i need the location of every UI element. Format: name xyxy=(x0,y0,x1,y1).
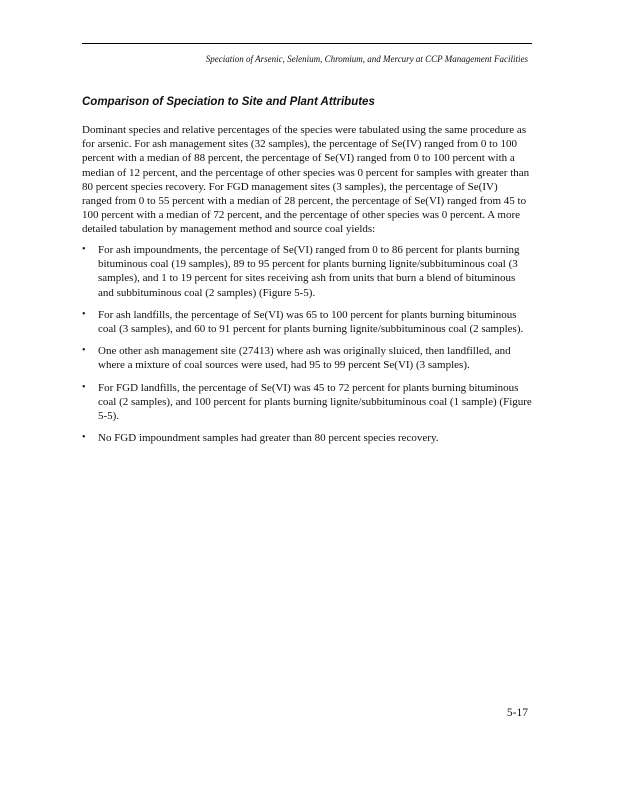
bullet-item-other-ash-site xyxy=(82,344,532,372)
intro-paragraph: Dominant species and relative percentages of the species were tabulated using the same procedure as for arsenic. For ash management sites (32 samples), the percentage of Se(IV) ranged from 0 to 100 percent with a median of 88 percent, the percentage of Se(VI) ranged from 0 to 100 percent with a median of 12 percent, and the percentage of other species was 0 percent for samples with greater than 80 percent species recovery. For FGD management sites (3 samples), the percentage of Se(IV) ranged from 0 to 55 percent with a median of 28 percent, the percentage of Se(VI) ranged from 45 to 100 percent with a median of 72 percent, and the percentage of other species was 0 percent. A more detailed tabulation by management method and source coal yields: xyxy=(82,124,530,236)
bullet-icon: • xyxy=(82,308,86,320)
bullet-text: For ash landfills, the percentage of Se(VI) was 65 to 100 percent for plants burning bituminous coal (3 samples), and 60 to 91 percent for plants burning lignite/subbituminous coal (2 samples). xyxy=(98,308,524,336)
page-number: 5-17 xyxy=(506,707,528,719)
bullet-icon: • xyxy=(82,345,86,357)
bullet-item-fgd-impoundments xyxy=(82,431,532,445)
section-title: Comparison of Speciation to Site and Plant Attributes xyxy=(82,96,375,108)
bullet-icon: • xyxy=(82,381,86,393)
bullet-text: One other ash management site (27413) where ash was originally sluiced, then landfilled, and where a mixture of coal sources were used, had 95 to 99 percent Se(VI) (3 samples). xyxy=(98,345,511,372)
bullet-icon: • xyxy=(82,244,86,255)
bullet-text: For ash impoundments, the percentage of Se(VI) ranged from 0 to 86 percent for plants burning bituminous coal (19 samples), 89 to 95 percent for plants burning lignite/subbituminous coal (3 samples), and 1 to 19 percent for sites receiving ash from units that burn a blend of bituminous and subbituminous coal (2 samples) (Figure 5-5). xyxy=(98,244,520,299)
bullet-text: No FGD impoundment samples had greater than 80 percent species recovery. xyxy=(98,432,439,445)
bullet-item-ash-landfills xyxy=(82,308,532,336)
running-header: Speciation of Arsenic, Selenium, Chromium, and Mercury at CCP Management Facilities xyxy=(205,54,528,64)
bullet-item-fgd-landfills xyxy=(82,381,532,424)
bullet-item-ash-impoundments xyxy=(82,243,532,300)
header-rule xyxy=(82,43,532,44)
bullet-icon: • xyxy=(82,432,86,444)
bullet-list xyxy=(82,243,532,453)
bullet-text: For FGD landfills, the percentage of Se(VI) was 45 to 72 percent for plants burning bituminous coal (2 samples), and 100 percent for plants burning lignite/subbituminous coal (1 sample) (Figure 5-5). xyxy=(98,381,532,423)
